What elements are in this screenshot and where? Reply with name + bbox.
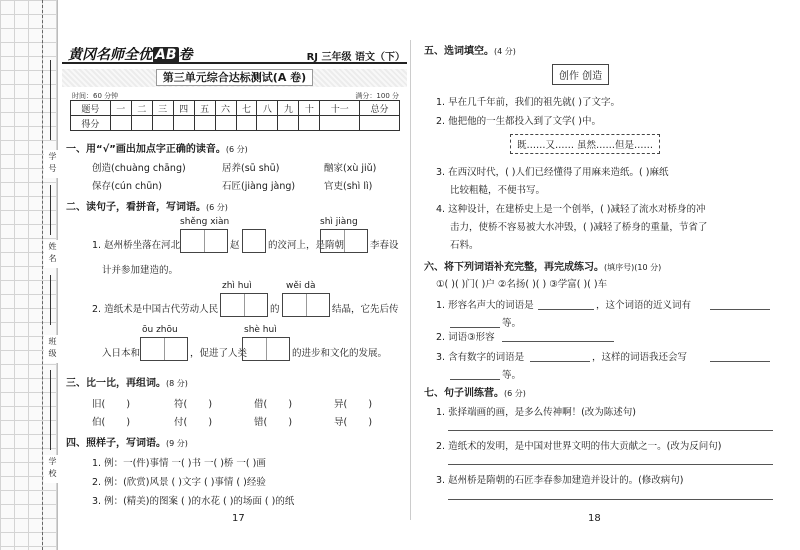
score-table xyxy=(70,100,400,131)
section-points: (填序号)(10 分) xyxy=(604,263,662,272)
sec2-q3-text: ，促进了人类 xyxy=(190,348,248,359)
score-table-cell: 七 xyxy=(236,101,257,116)
score-table-cell: 九 xyxy=(278,101,299,116)
brand-logo xyxy=(68,44,193,64)
sec6-q3-text: ，这样的词语我还会写 xyxy=(592,352,688,363)
sec5-question[interactable]: 2. 他把他的一生都投入到了文学( )中。 xyxy=(436,116,602,127)
section-title-text: 一、用“√”画出加点字正确的读音。 xyxy=(66,144,226,155)
sec2-q1-text: 1. 赵州桥坐落在河北 xyxy=(92,240,181,251)
sec6-q1-text: 1. 形容名声大的词语是 xyxy=(436,300,534,311)
char-writing-grid[interactable] xyxy=(242,337,290,361)
sec5-question-cont: 比较粗糙，不便书写。 xyxy=(450,185,546,196)
time-limit: 时间：60 分钟 xyxy=(72,92,119,100)
pinyin-hint: ōu zhōu xyxy=(142,325,178,335)
pinyin-hint: zhì huì xyxy=(222,281,252,291)
section-2-title xyxy=(66,198,228,213)
score-table-cell: 六 xyxy=(215,101,236,116)
sec1-item[interactable]: 官吏(shì lì) xyxy=(324,181,373,192)
score-input-cell[interactable] xyxy=(278,116,299,131)
score-input-cell[interactable] xyxy=(194,116,215,131)
pinyin-hint: shì jiàng xyxy=(320,217,358,227)
score-input-cell[interactable] xyxy=(152,116,173,131)
pinyin-hint: shěng xiàn xyxy=(180,217,230,227)
section-points: (8 分) xyxy=(166,379,188,388)
section-title-text: 五、选词填空。 xyxy=(424,46,494,57)
answer-blank[interactable] xyxy=(538,309,594,310)
section-5-title xyxy=(424,42,516,57)
score-table-cell: 总分 xyxy=(360,101,400,116)
sec4-question[interactable]: 1. 例：一(件)事情 一( )书 一( )桥 一( )画 xyxy=(92,458,266,469)
section-3-title xyxy=(66,374,188,389)
score-input-cell[interactable] xyxy=(299,116,320,131)
sec5-question[interactable]: 3. 在西汉时代，( )人们已经懂得了用麻来造纸。( )麻纸 xyxy=(436,167,669,178)
page-header xyxy=(62,42,407,64)
score-input-cell[interactable] xyxy=(173,116,194,131)
score-input-cell[interactable] xyxy=(236,116,257,131)
sec2-q2-text: 2. 造纸术是中国古代劳动人民 xyxy=(92,304,219,315)
section-title-text: 四、照样子，写词语。 xyxy=(66,438,166,449)
score-table-cell: 四 xyxy=(173,101,194,116)
sec1-item[interactable]: 酗家(xù jiǔ) xyxy=(324,163,377,174)
score-table-score-row xyxy=(71,116,400,131)
sec6-q3-text: 等。 xyxy=(502,370,522,381)
section-points: (6 分) xyxy=(504,389,526,398)
name-fill-line xyxy=(50,275,51,325)
score-input-cell[interactable] xyxy=(131,116,152,131)
section-points: (4 分) xyxy=(494,47,516,56)
sec5-question[interactable]: 4. 这种设计，在建桥史上是一个创举，( )减轻了流水对桥身的冲 xyxy=(436,204,706,215)
sec2-q3-text: 的进步和文化的发展。 xyxy=(292,348,388,359)
score-table-cell: 五 xyxy=(194,101,215,116)
score-table-cell: 十一 xyxy=(320,101,360,116)
sec2-q1-text: 李春设 xyxy=(370,240,399,251)
pinyin-hint: shè huì xyxy=(244,325,277,335)
compare-item[interactable]: 异( ) xyxy=(334,399,373,410)
compare-item[interactable]: 错( ) xyxy=(254,417,293,428)
score-table-cell: 一 xyxy=(110,101,131,116)
answer-blank[interactable] xyxy=(530,361,590,362)
left-page xyxy=(62,0,407,550)
compare-item[interactable]: 符( ) xyxy=(174,399,213,410)
score-table-cell: 三 xyxy=(152,101,173,116)
page-number: 18 xyxy=(588,513,601,524)
score-table-cell: 八 xyxy=(257,101,278,116)
sec6-q1-text: 等。 xyxy=(502,318,522,329)
answer-line[interactable] xyxy=(448,499,773,500)
section-title-text: 三、比一比，再组词。 xyxy=(66,378,166,389)
sec7-question: 3. 赵州桥是隋朝的石匠李春参加建造并设计的。(修改病句) xyxy=(436,475,684,486)
sec5-question-cont[interactable]: 击力，使桥不容易被大水冲毁，( )减轻了桥身的重量，节省了 xyxy=(450,222,708,233)
name-fill-line xyxy=(50,185,51,235)
sec2-q1-text: 的洨河上，是隋朝 xyxy=(268,240,345,251)
answer-blank[interactable] xyxy=(710,309,770,310)
score-input-cell[interactable] xyxy=(110,116,131,131)
test-title-banner xyxy=(62,69,407,87)
score-input-cell[interactable] xyxy=(257,116,278,131)
sec1-item[interactable]: 保存(cún chūn) xyxy=(92,181,162,192)
page-divider xyxy=(410,40,411,520)
side-label-class: 班级 xyxy=(44,335,58,363)
section-points: (6 分) xyxy=(206,203,228,212)
sec1-item[interactable]: 居养(sū shū) xyxy=(222,163,280,174)
subject-label: RJ 三年级 语文（下） xyxy=(306,52,405,63)
sec2-q1-text: 计并参加建造的。 xyxy=(102,265,179,276)
side-label-number: 学号 xyxy=(44,150,58,178)
score-table-header-row xyxy=(71,101,400,116)
char-writing-grid[interactable] xyxy=(242,229,266,253)
sec6-q1-text: ，这个词语的近义词有 xyxy=(596,300,692,311)
sec7-question: 1. 张择端画的画，是多么传神啊！(改为陈述句) xyxy=(436,407,636,418)
section-title-text: 六、将下列词语补充完整，再完成练习。 xyxy=(424,262,604,273)
sec7-question: 2. 造纸术的发明，是中国对世界文明的伟大贡献之一。(改为反问句) xyxy=(436,441,722,452)
brand-ab: AB xyxy=(155,47,177,63)
section-points: (9 分) xyxy=(166,439,188,448)
compare-item[interactable]: 付( ) xyxy=(174,417,213,428)
answer-blank[interactable] xyxy=(502,341,614,342)
page-number: 17 xyxy=(232,513,245,524)
side-label-name: 姓名 xyxy=(44,240,58,268)
section-points: (6 分) xyxy=(225,145,248,154)
compare-item[interactable]: 伯( ) xyxy=(92,417,131,428)
answer-blank[interactable] xyxy=(710,361,770,362)
score-input-cell[interactable] xyxy=(320,116,360,131)
score-table-cell: 二 xyxy=(131,101,152,116)
section-title-text: 二、读句子，看拼音，写词语。 xyxy=(66,202,206,213)
answer-line[interactable] xyxy=(448,464,773,465)
idiom-fill-items[interactable]: ①( )( )门( )户 ②名扬( )( ) ③学富( )( )车 xyxy=(436,279,608,290)
brand-name: 黄冈名师全优 xyxy=(68,47,152,63)
brand-suffix: 卷 xyxy=(178,47,193,63)
side-label-school: 学校 xyxy=(44,455,58,483)
answer-blank[interactable] xyxy=(450,327,500,328)
section-4-title xyxy=(66,434,188,449)
sec6-q2-text: 2. 词语③形容 xyxy=(436,332,495,343)
sec4-question[interactable]: 3. 例：(精美)的图案 ( )的水花 ( )的场面 ( )的纸 xyxy=(92,496,295,507)
score-table-cell: 题号 xyxy=(71,101,111,116)
sec6-q3-text: 3. 含有数字的词语是 xyxy=(436,352,525,363)
full-score: 满分：100 分 xyxy=(355,92,399,100)
section-title-text: 七、句子训练营。 xyxy=(424,388,504,399)
pinyin-hint: wěi dà xyxy=(286,281,316,291)
sec2-q3-text: 入日本和 xyxy=(102,348,141,359)
score-row-label: 得分 xyxy=(71,116,111,131)
section-6-title xyxy=(424,258,661,273)
right-page xyxy=(418,0,788,550)
score-table-cell: 十 xyxy=(299,101,320,116)
answer-line[interactable] xyxy=(448,430,773,431)
sec2-q2-text: 的 xyxy=(270,304,280,315)
sec2-q2-text: 结晶，它先后传 xyxy=(332,304,399,315)
sec1-item[interactable]: 石匠(jiàng jàng) xyxy=(222,181,296,192)
compare-item[interactable]: 旧( ) xyxy=(92,399,131,410)
binding-cut-line xyxy=(42,0,43,550)
char-writing-grid[interactable] xyxy=(320,229,368,253)
section-7-title xyxy=(424,384,526,399)
char-writing-grid[interactable] xyxy=(140,337,188,361)
sec5-question-cont: 石料。 xyxy=(450,240,479,251)
answer-blank[interactable] xyxy=(450,379,500,380)
sec2-q1-text: 赵 xyxy=(230,240,240,251)
test-title: 第三单元综合达标测试(A 卷) xyxy=(156,69,313,86)
sec4-question[interactable]: 2. 例：(欣赏)风景 ( )文字 ( )事情 ( )经验 xyxy=(92,477,266,488)
compare-item[interactable]: 导( ) xyxy=(334,417,373,428)
score-input-cell[interactable] xyxy=(360,116,400,131)
name-fill-line xyxy=(50,60,51,140)
sec5-question[interactable]: 1. 早在几千年前，我们的祖先就( )了文字。 xyxy=(436,97,621,108)
score-input-cell[interactable] xyxy=(215,116,236,131)
section-1-title xyxy=(66,140,248,155)
char-writing-grid[interactable] xyxy=(282,293,330,317)
compare-item[interactable]: 借( ) xyxy=(254,399,293,410)
word-choice-box: 既……又…… 虽然……但是…… xyxy=(510,134,660,154)
char-writing-grid[interactable] xyxy=(220,293,268,317)
word-choice-box: 创作 创造 xyxy=(552,64,609,85)
char-writing-grid[interactable] xyxy=(180,229,228,253)
sec1-item[interactable]: 创造(chuàng chāng) xyxy=(92,163,186,174)
name-fill-line xyxy=(50,370,51,450)
